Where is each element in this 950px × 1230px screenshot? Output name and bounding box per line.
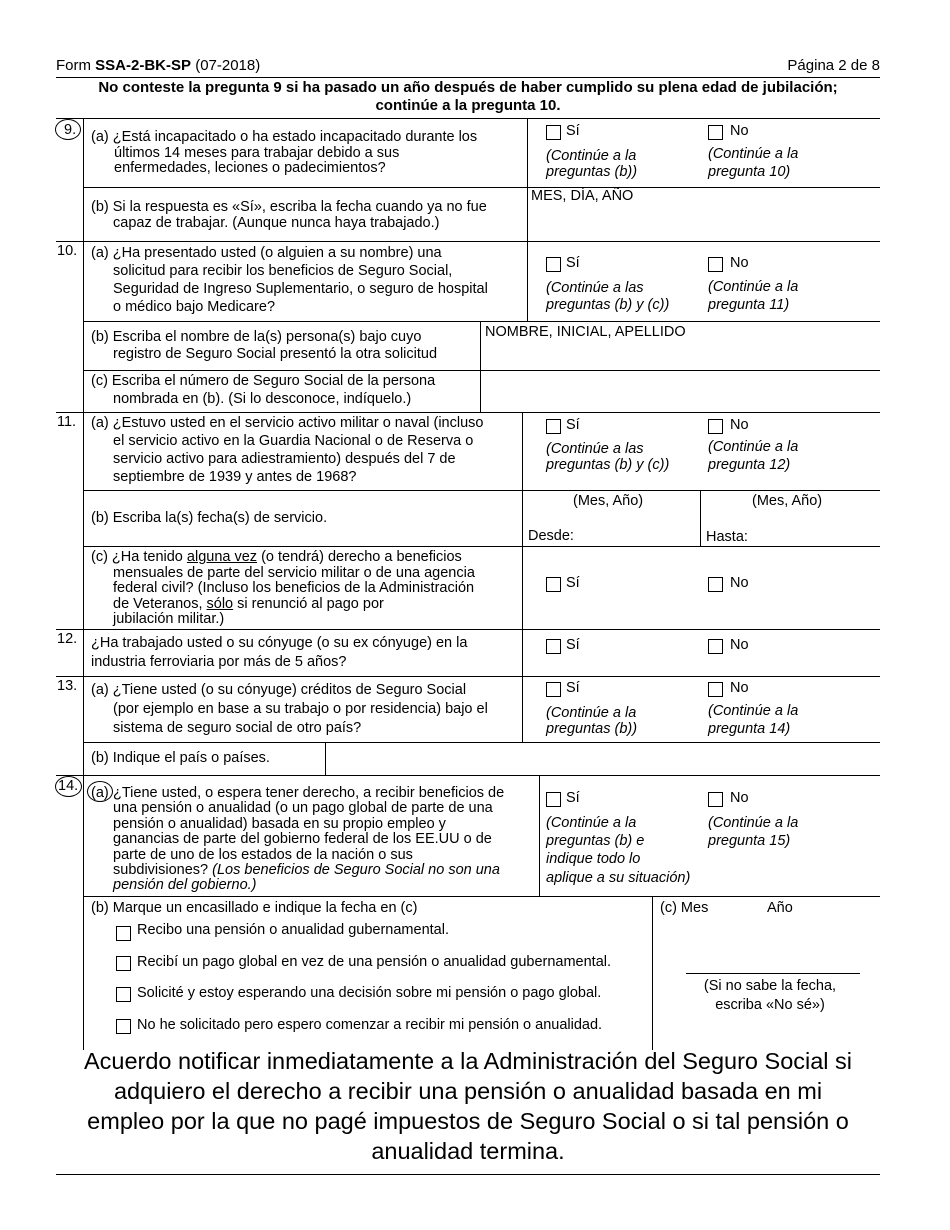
q10-top-rule (56, 241, 880, 242)
q11a-yes-checkbox[interactable] (546, 419, 561, 434)
footer-line-4: anualidad termina. (371, 1138, 565, 1164)
q10-row-rule-2 (83, 370, 880, 371)
q11a-no-label: No (730, 417, 749, 433)
q11c-no-label: No (730, 575, 749, 591)
q9b-date-label: MES, DÍA, AÑO (531, 188, 634, 204)
q11b-hasta-field[interactable] (756, 512, 878, 544)
q13a-yes-label: Sí (566, 680, 580, 696)
q10a-line-3: Seguridad de Ingreso Suplementario, o seguro de hospital (113, 281, 488, 297)
q10-number: 10. (57, 243, 78, 259)
q13a-line-2: (por ejemplo en base a su trabajo o por residencia) bajo el (113, 701, 488, 717)
q14a-line-3: pensión o anualidad) basada en su propio empleo y (113, 816, 446, 832)
q14a-no-label: No (730, 790, 749, 806)
q9b-line-1: (b) Si la respuesta es «Sí», escriba la fecha cuando ya no fue (91, 199, 487, 215)
q9a-yes-note-2: preguntas (b)) (546, 164, 638, 180)
q11a-line-1: (a) ¿Estuvo usted en el servicio activo militar o naval (incluso (91, 415, 484, 431)
q12-yes-checkbox[interactable] (546, 639, 561, 654)
q9a-yes-label: Sí (566, 123, 580, 139)
q12-number: 12. (57, 631, 78, 647)
form-number (56, 57, 260, 75)
q13a-no-note-1: (Continúe a la (708, 703, 799, 719)
q11a-no-note-1: (Continúe a la (708, 439, 799, 455)
q9b-date-field[interactable] (528, 204, 878, 238)
q10c-line-2: nombrada en (b). (Si lo desconoce, indíquelo.) (113, 391, 412, 407)
q10a-no-note-2: pregunta 11) (708, 297, 790, 313)
q12-top-rule (56, 629, 880, 630)
q11a-no-checkbox[interactable] (708, 419, 723, 434)
q14b-option-2-checkbox[interactable] (116, 956, 131, 971)
q13a-no-note-2: pregunta 14) (708, 721, 791, 737)
q10-field-divider (480, 321, 481, 412)
q10c-ssn-field[interactable] (482, 372, 878, 410)
header-rule (56, 77, 880, 78)
q14-bc-divider (652, 896, 653, 1050)
footer-rule (56, 1174, 880, 1175)
q14a-yes-checkbox[interactable] (546, 792, 561, 807)
q9a-line-3: enfermedades, leciones o padecimientos? (114, 160, 386, 176)
q14a-yes-note-1: (Continúe a la (546, 815, 637, 831)
form-date: (07-2018) (191, 57, 261, 74)
q11c-line-4 (113, 596, 384, 612)
form-prefix: Form (56, 57, 96, 74)
footer-line-3: empleo por la que no pagé impuestos de Seguro Social o si tal pensión o (87, 1108, 849, 1134)
q11-top-rule (56, 412, 880, 413)
q14a-line-5: parte de uno de los estados de la nación o sus (113, 847, 413, 863)
q11c-yes-label: Sí (566, 575, 580, 591)
q11c-yes-checkbox[interactable] (546, 577, 561, 592)
form-code: SSA-2-BK-SP (95, 57, 192, 74)
q12-line-1: ¿Ha trabajado usted o su cónyuge (o su ex cónyuge) en la (91, 635, 468, 651)
q11a-line-3: servicio activo para adiestramiento) después del 7 de (113, 451, 456, 467)
q9b-line-2: capaz de trabajar. (Aunque nunca haya trabajado.) (113, 215, 440, 231)
q10a-yes-note-1: (Continúe a las (546, 280, 644, 296)
q11b-date-divider (700, 490, 701, 546)
q14b-text: (b) Marque un encasillado e indique la fecha en (c) (91, 900, 418, 916)
q10b-name-label: NOMBRE, INICIAL, APELLIDO (485, 324, 686, 340)
q11c-line-2: mensuales de parte del servicio militar o de una agencia (113, 565, 475, 581)
q12-line-2: industria ferroviaria por más de 5 años? (91, 654, 347, 670)
instruction-line-2: continúe a la pregunta 10. (375, 97, 561, 114)
q11a-yes-note-1: (Continúe a las (546, 441, 644, 457)
q13-row-rule (83, 742, 880, 743)
q11c-line-1 (91, 549, 462, 565)
footer-notice (56, 1046, 880, 1166)
q9a-line-1: (a) ¿Está incapacitado o ha estado incapacitado durante los (91, 129, 478, 145)
q14a-yes-label: Sí (566, 790, 580, 806)
q14-top-rule (56, 775, 880, 776)
q14c-note-2: escriba «No sé») (715, 997, 825, 1013)
q14a-label: (a) (91, 785, 109, 801)
q13a-no-checkbox[interactable] (708, 682, 723, 697)
q11a-no-note-2: pregunta 12) (708, 457, 791, 473)
q13a-yes-note-2: preguntas (b)) (546, 721, 638, 737)
q13a-line-1: (a) ¿Tiene usted (o su cónyuge) créditos de Seguro Social (91, 682, 467, 698)
footer-line-2: adquiero el derecho a recibir una pensión o anualidad basada en mi (113, 1078, 823, 1104)
q11-number: 11. (57, 414, 77, 430)
q11b-desde-label: Desde: (528, 528, 574, 544)
q11b-desde-header: (Mes, Año) (573, 493, 644, 509)
q9a-no-note-2: pregunta 10) (708, 164, 791, 180)
q12-no-checkbox[interactable] (708, 639, 723, 654)
q14b-option-4-label: No he solicitado pero espero comenzar a recibir mi pensión o anualidad. (137, 1017, 603, 1033)
q13a-yes-checkbox[interactable] (546, 682, 561, 697)
q14c-date-line (686, 973, 860, 974)
q14a-yes-note-2: preguntas (b) e (546, 833, 645, 849)
q11c-line-4-pre: de Veteranos, (113, 596, 207, 612)
q14c-date-field[interactable] (686, 918, 860, 972)
q13b-field-divider (325, 742, 326, 775)
q10a-no-note-1: (Continúe a la (708, 279, 799, 295)
q13b-text: (b) Indique el país o países. (91, 750, 270, 766)
q14c-month-label: (c) Mes (660, 900, 709, 916)
q10a-no-label: No (730, 255, 749, 271)
q9a-no-label: No (730, 123, 749, 139)
q9-number: 9. (64, 122, 77, 138)
instruction-line-1: No conteste la pregunta 9 si ha pasado un año después de haber cumplido su plena edad de jubilación; (98, 79, 838, 96)
q13-answer-divider (522, 676, 523, 742)
q11c-no-checkbox[interactable] (708, 577, 723, 592)
q11c-line-3: federal civil? (Incluso los beneficios de la Administración (113, 580, 475, 596)
q14a-no-note-1: (Continúe a la (708, 815, 799, 831)
q10a-line-1: (a) ¿Ha presentado usted (o alguien a su nombre) una (91, 245, 442, 261)
q13b-country-field[interactable] (327, 744, 878, 774)
q14a-line-1: ¿Tiene usted, o espera tener derecho, a recibir beneficios de (113, 785, 505, 801)
q12-answer-divider (522, 629, 523, 676)
q10b-line-1: (b) Escriba el nombre de la(s) persona(s) bajo cuyo (91, 329, 422, 345)
q13-top-rule (56, 676, 880, 677)
q14a-line-6-pre: subdivisiones? (113, 862, 213, 878)
q12-no-label: No (730, 637, 749, 653)
q12-yes-label: Sí (566, 637, 580, 653)
q14b-option-3-label: Solicité y estoy esperando una decisión sobre mi pensión o pago global. (137, 985, 602, 1001)
page-number: Página 2 de 8 (787, 57, 880, 74)
q11b-hasta-header: (Mes, Año) (752, 493, 823, 509)
q11c-line-4-underlined: sólo (206, 596, 234, 612)
q14a-no-note-2: pregunta 15) (708, 833, 791, 849)
q14-answer-divider (539, 775, 540, 896)
q10c-line-1: (c) Escriba el número de Seguro Social de la persona (91, 373, 436, 389)
q14a-line-6 (113, 862, 500, 878)
q14c-note-1: (Si no sabe la fecha, (703, 978, 837, 994)
q11c-line-4-post: si renunció al pago por (233, 596, 384, 612)
q10b-line-2: registro de Seguro Social presentó la otra solicitud (113, 346, 438, 362)
table-top-rule (56, 118, 880, 119)
q14a-line-2: una pensión o anualidad (o un pago global de parte de una (113, 800, 493, 816)
q14b-option-4-checkbox[interactable] (116, 1019, 131, 1034)
q9a-no-note-1: (Continúe a la (708, 146, 799, 162)
q11c-line-5: jubilación militar.) (113, 611, 225, 627)
q9-row-rule (83, 187, 880, 188)
q11a-line-2: el servicio activo en la Guardia Nacional o de Reserva o (113, 433, 474, 449)
q11a-line-4: septiembre de 1939 y antes de 1968? (113, 469, 357, 485)
q11-answer-divider (522, 412, 523, 629)
q9a-no-checkbox[interactable] (708, 125, 723, 140)
q9a-yes-note-1: (Continúe a la (546, 148, 637, 164)
q14b-option-1-checkbox[interactable] (116, 926, 131, 941)
q14c-year-label: Año (767, 900, 793, 916)
q10-answer-divider (527, 241, 528, 321)
q14-number: 14. (58, 778, 79, 794)
q9a-line-2: últimos 14 meses para trabajar debido a sus (114, 145, 400, 161)
q9a-yes-checkbox[interactable] (546, 125, 561, 140)
q14a-line-7: pensión del gobierno.) (113, 877, 257, 893)
q10a-yes-note-2: preguntas (b) y (c)) (546, 297, 670, 313)
q14a-line-6-italic: (Los beneficios de Seguro Social no son una (212, 862, 500, 878)
q11c-line-1-underlined: alguna vez (186, 549, 258, 565)
footer-line-1: Acuerdo notificar inmediatamente a la Administración del Seguro Social si (83, 1048, 853, 1074)
q13a-no-label: No (730, 680, 749, 696)
q10-row-rule-1 (83, 321, 880, 322)
q11b-hasta-label: Hasta: (706, 529, 748, 545)
q11b-desde-field[interactable] (580, 512, 696, 544)
q11c-line-1-pre: (c) ¿Ha tenido (91, 549, 187, 565)
q13-number: 13. (57, 678, 78, 694)
q10a-yes-checkbox[interactable] (546, 257, 561, 272)
question-column-line (83, 118, 84, 1050)
q11a-yes-note-2: preguntas (b) y (c)) (546, 457, 670, 473)
q11a-yes-label: Sí (566, 417, 580, 433)
q14a-yes-note-3: indique todo lo (546, 851, 641, 867)
q14a-yes-note-4: aplique a su situación) (546, 870, 691, 886)
q14b-option-3-checkbox[interactable] (116, 987, 131, 1002)
q14b-option-2-label: Recibí un pago global en vez de una pensión o anualidad gubernamental. (137, 954, 612, 970)
q13a-yes-note-1: (Continúe a la (546, 705, 637, 721)
q10b-name-field[interactable] (482, 341, 878, 369)
q10a-line-4: o médico bajo Medicare? (113, 299, 276, 315)
q10a-line-2: solicitud para recibir los beneficios de Seguro Social, (113, 263, 453, 279)
q14b-option-1-label: Recibo una pensión o anualidad gubernamental. (137, 922, 449, 938)
q14-row-rule (83, 896, 880, 897)
q13a-line-3: sistema de seguro social de otro país? (113, 720, 362, 736)
q10a-yes-label: Sí (566, 255, 580, 271)
q11-row-rule-2 (83, 546, 880, 547)
q11-row-rule-1 (83, 490, 880, 491)
q14a-line-4: ganancias de parte del gobierno federal de los EE.UU o de (113, 831, 492, 847)
q11b-text: (b) Escriba la(s) fecha(s) de servicio. (91, 510, 328, 526)
q10a-no-checkbox[interactable] (708, 257, 723, 272)
q14a-no-checkbox[interactable] (708, 792, 723, 807)
q11c-line-1-post: (o tendrá) derecho a beneficios (257, 549, 462, 565)
